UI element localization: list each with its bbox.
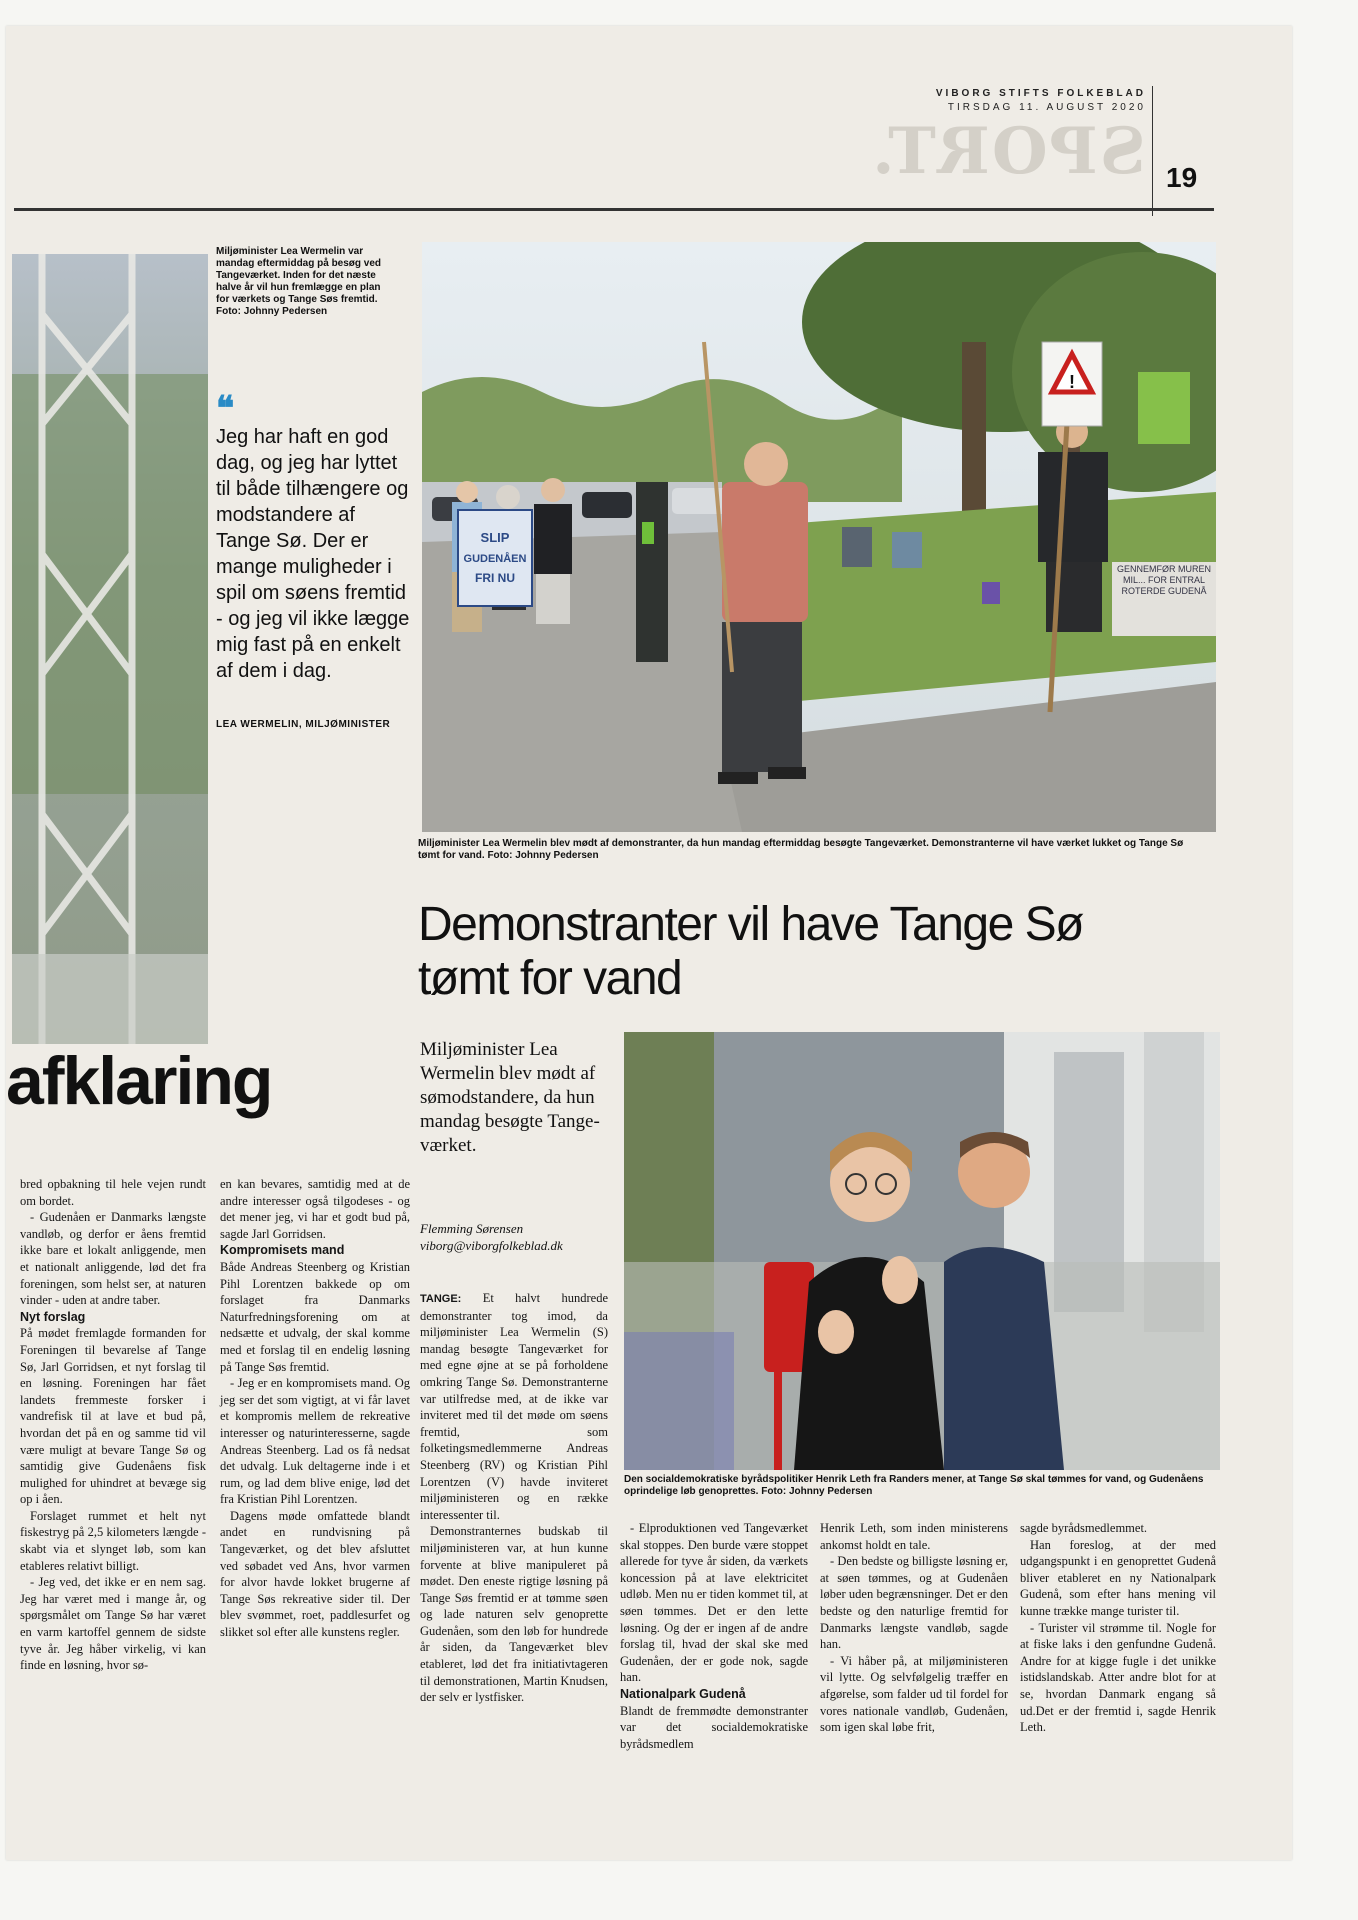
bleed-kicker: afklaring	[6, 1043, 272, 1119]
top-rule	[14, 208, 1214, 211]
left-bleed-photo	[12, 254, 208, 1044]
sign-text-1: SLIP	[480, 530, 510, 545]
article-column-4	[1020, 1520, 1216, 1736]
top-photo-caption: Miljøminister Lea Wermelin var mandag eftermiddag på besøg ved Tangeværket. Inden for det næste halve år vil hun fremlægge en plan for værkets og Tange Søs fremtid. Foto: Johnny Pedersen	[216, 246, 382, 317]
sign-text-2: GUDENÅEN	[463, 553, 527, 565]
lead-paragraph: Et halvt hundrede demonstranter tog imod, da miljøminister Lea Wermelin (S) mandag besøgte Tangeværket for med egne øjne at se på forholdene omkring Tange Sø. Demonstranterne var utilfredse med, at de ikke var inviteret med til det møde om søens fremtid, som folketingsmedlemmerne Andreas Steenberg (RV) og Kristian Pihl Lorentzen (V) havde inviteret miljøministeren og en række interessenter til.	[420, 1291, 608, 1522]
paragraph: Han foreslog, at der med udgangspunkt i en genoprettet Gudenå bliver etableret en ny Nationalpark Gudenå, som efter hans mening vil kunne trække mange turister til.	[1020, 1537, 1216, 1618]
paragraph: - Gudenåen er Danmarks længste vandløb, og derfor er åens fremtid ikke bare et lokalt anliggende, men et nationalt anliggende, lød det fra foreningen, som helst ser, at naturen vinder - uden at andre taber.	[20, 1210, 206, 1308]
subheading: Kompromisets mand	[220, 1243, 345, 1258]
issue-date: TIRSDAG 11. AUGUST 2020	[947, 102, 1146, 113]
demonstration-photo	[422, 242, 1216, 832]
byline-email[interactable]: viborg@viborgfolkeblad.dk	[420, 1238, 563, 1253]
article-deck: Miljøminister Lea Wermelin blev mødt af sømodstandere, da hun mandag besøgte Tange-værket.	[420, 1039, 600, 1156]
paragraph: Demonstranternes budskab til miljøministeren var, at hun kunne forvente at blive manipuleret på mødet. Den eneste rigtige løsning på Tange Søs fremtid er at tømme søen og lade naturen selv genoprette Gudenåen, som den løb for hundrede år siden, da Tangeværket blev etableret, lød det fra initiativtageren til demonstrationen, Martin Knudsen, der selv er lystfisker.	[420, 1524, 608, 1705]
subheading: Nyt forslag	[20, 1309, 86, 1324]
article-headline: Demonstranter vil have Tange Sø tømt for vand	[418, 898, 1083, 1005]
paragraph: Forslaget rummet et helt nyt fiskestryg på 2,5 kilometers længde - skabt via et slynget løb, som kan etableres relativt billigt.	[20, 1508, 206, 1573]
svg-text:!: !	[1069, 372, 1075, 392]
sign-text-3: FRI NU	[475, 571, 515, 585]
masthead-divider	[1152, 86, 1153, 216]
paragraph: en kan bevares, samtidig med at de andre interesser også tilgodeses - og det mener jeg, vi har et godt bud på, sagde Jarl Gorridsen.	[220, 1177, 410, 1241]
paragraph: bred opbakning til hele vejen rundt om bordet.	[20, 1177, 206, 1208]
paragraph: Henrik Leth, som inden ministerens ankomst holdt en tale.	[820, 1521, 1008, 1552]
politician-photo	[624, 1032, 1220, 1470]
main-photo-caption: Miljøminister Lea Wermelin blev mødt af demonstranter, da hun mandag eftermiddag besøgte Tangeværket. Demonstranterne vil have værket lukket og Tange Sø tømt for vand. Foto: Johnny Pedersen	[418, 838, 1184, 861]
section-label: SPORT.	[870, 114, 1146, 189]
article-column-1	[420, 1290, 608, 1706]
paragraph: Dagens møde omfattede blandt andet en rundvisning på Tangeværket, og det blev afsluttet ved søbadet ved Ans, hvor varmen for alvor havde lokket brugerne af Tange Søs rekreative sider til. Der blev svømmet, roet, paddlesurfet og slikket sol efter alle kunstens regler.	[220, 1508, 410, 1640]
left-article-column-2	[220, 1176, 410, 1641]
paragraph: - Turister vil strømme til. Nogle for at fiske laks i den genfundne Gudenå. Andre for at kigge fugle i det unikke istidslandskab. Atter andre blot for at se, hvordan Danmark engang så ud.Det er der fremtid i, sagde Henrik Leth.	[1020, 1620, 1216, 1735]
paragraph: - Den bedste og billigste løsning er, at søen tømmes, og at Gudenåen løber uden begrænsninger. Det er den bedste og den naturlige fremtid for Danmarks længste vandløb, sagde han.	[820, 1554, 1008, 1652]
byline-name: Flemming Sørensen	[420, 1221, 524, 1236]
article-column-3	[820, 1520, 1008, 1736]
paragraph: - Jeg ved, det ikke er en nem sag. Jeg har været med i mange år, og spørgsmålet om Tange Sø har været en varm kartoffel gennem de sidste tyve år. Jeg håber virkelig, vi kan finde en løsning, hvor sø-	[20, 1575, 206, 1673]
paragraph: - Elproduktionen ved Tangeværket skal stoppes. Den burde være stoppet allerede for tyve år siden, da værkets koncession på at lave elektricitet udløb. Men nu er tiden kommet til, at søen tømmes. Det er den lette løsning. Og der er ingen af de andre forslag til, hvad der skal ske med Gudenåen, der er gode nok, sagde han.	[620, 1521, 808, 1685]
left-article-column-1	[20, 1176, 206, 1674]
paragraph: sagde byrådsmedlemmet.	[1020, 1521, 1148, 1535]
paragraph: På mødet fremlagde formanden for Foreningen til bevarelse af Tange Sø, Jarl Gorridsen, et nyt forslag til en løsning. Foreningen har fået landets fremmeste forsker i vandrefisk til at lave et bud på, hvordan det på en og samme tid vil være muligt at bevare Tange Sø og samtidig give Gudenåens fisk mulighed for uhindret at bevæge sig op i åen.	[20, 1326, 206, 1507]
paragraph: Både Andreas Steenberg og Kristian Pihl Lorentzen bakkede op om forslaget fra Danmarks Naturfredningsforening om at nedsætte et udvalg, der skal komme med et forslag til en endelig løsning på Tange Søs fremtid.	[220, 1259, 410, 1374]
article-column-2	[620, 1520, 808, 1752]
pull-quote: Jeg har haft en god dag, og jeg har lyttet til både tilhængere og modstandere af Tange Sø. Der er mange muligheder i spil om søens fremtid - og jeg vil ikke lægge mig fast på en enkelt af dem i dag.	[216, 426, 410, 682]
newspaper-page	[6, 26, 1292, 1860]
paragraph: - Vi håber på, at miljøministeren vil lytte. Og selvfølgelig træffer en afgørelse, som falder ud til fordel for vores nationale vandløb, Gudenåen, som igen skal løbe frit,	[820, 1653, 1008, 1735]
subheading: Nationalpark Gudenå	[620, 1686, 746, 1701]
page-number: 19	[1166, 162, 1198, 193]
quote-author: LEA WERMELIN, MILJØMINISTER	[216, 719, 391, 730]
politician-photo-caption: Den socialdemokratiske byrådspolitiker Henrik Leth fra Randers mener, at Tange Sø skal tømmes for vand, og Gudenåens oprindelige løb genoprettes. Foto: Johnny Pedersen	[624, 1474, 1204, 1497]
paragraph: Blandt de fremmødte demonstranter var det socialdemokratiske byrådsmedlem	[620, 1703, 808, 1751]
quote-icon: ❝	[216, 390, 235, 428]
paragraph: - Jeg er en kompromisets mand. Og jeg ser det som vigtigt, at vi får lavet et kompromis mellem de rekreative interesser og naturinteresserne, sagde Andreas Steenberg. Lad os få nedsat det udvalg. Luk deltagerne inde i et rum, og lad dem blive enige, lød det fra Kristian Pihl Lorentzen.	[220, 1376, 410, 1507]
paper-name: VIBORG STIFTS FOLKEBLAD	[935, 88, 1146, 99]
cardboard-sign-text: GENNEMFØR MUREN MIL... FOR ENTRAL ROTERDE GUDENÅ	[1117, 564, 1211, 596]
dateline: TANGE:	[420, 1293, 462, 1305]
